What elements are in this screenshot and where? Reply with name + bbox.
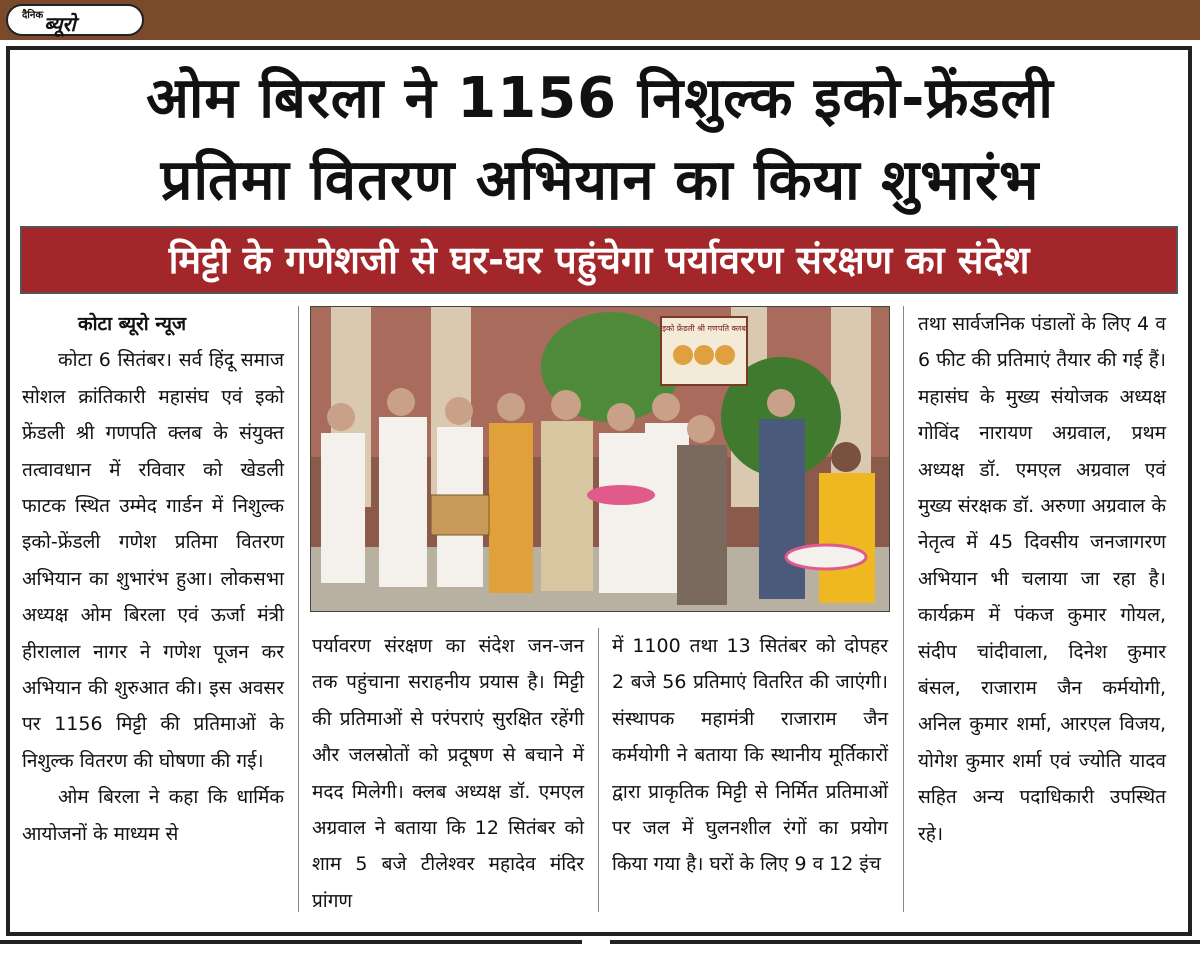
photo-illustration bbox=[311, 307, 889, 611]
column-divider bbox=[903, 306, 904, 912]
headline bbox=[14, 58, 1186, 222]
col3-paragraph: में 1100 तथा 13 सितंबर को दोपहर 2 बजे 56 प्रतिमाएं वितरित की जाएंगी। संस्थापक महामंत्री राजाराम जैन कर्मयोगी ने बताया कि स्थानीय मूर्तिकारों द्वारा प्राकृतिक मिट्टी से निर्मित प्रतिमाओं पर जल में घुलनशील रंगों का प्रयोग किया गया है। घरों के लिए 9 व 12 इंच bbox=[612, 635, 888, 876]
publication-logo[interactable] bbox=[6, 4, 144, 36]
logo-text: ब्यूरो bbox=[44, 12, 76, 36]
column-divider bbox=[298, 306, 299, 912]
col2-paragraph: पर्यावरण संरक्षण का संदेश जन-जन तक पहुंचाना सराहनीय प्रयास है। मिट्टी की प्रतिमाओं से परंपराएं सुरक्षित रहेंगी और जलस्रोतों को प्रदूषण से बचाने में मदद मिलेगी। क्लब अध्यक्ष डॉ. एमएल अग्रवाल ने बताया कि 12 सितंबर को शाम 5 बजे टीलेश्वर महादेव मंदिर प्रांगण bbox=[312, 635, 584, 912]
column-2 bbox=[312, 628, 584, 919]
column-4 bbox=[918, 306, 1166, 852]
col1-paragraph-1: कोटा 6 सितंबर। सर्व हिंदू समाज सोशल क्रांतिकारी महासंघ एवं इको फ्रेंडली श्री गणपति क्लब के संयुक्त तत्वावधान में रविवार को खेडली फाटक स्थित उम्मेद गार्डन में निशुल्क इको-फ्रेंडली गणेश प्रतिमा वितरण अभियान का शुभारंभ हुआ। लोकसभा अध्यक्ष ओम बिरला एवं ऊर्जा मंत्री हीरालाल नागर ने गणेश पूजन कर अभियान की शुरुआत की। इस अवसर पर 1156 मिट्टी की प्रतिमाओं के निशुल्क वितरण की घोषणा की गई। bbox=[22, 349, 284, 772]
col1-paragraph-2: ओम बिरला ने कहा कि धार्मिक आयोजनों के माध्यम से bbox=[22, 786, 284, 845]
subheadline: मिट्टी के गणेशजी से घर-घर पहुंचेगा पर्यावरण संरक्षण का संदेश bbox=[168, 238, 1030, 282]
logo-small-text: दैनिक bbox=[22, 10, 44, 21]
column-3 bbox=[612, 628, 888, 883]
next-article-border-right bbox=[610, 940, 1200, 954]
byline: कोटा ब्यूरो न्यूज bbox=[78, 313, 187, 335]
event-photo[interactable] bbox=[310, 306, 890, 612]
next-article-border-left bbox=[0, 940, 582, 954]
column-1 bbox=[22, 306, 284, 852]
col4-paragraph: तथा सार्वजनिक पंडालों के लिए 4 व 6 फीट की प्रतिमाएं तैयार की गई हैं। महासंघ के मुख्य संयोजक अध्यक्ष गोविंद नारायण अग्रवाल, प्रथम अध्यक्ष डॉ. एमएल अग्रवाल एवं मुख्य संरक्षक डॉ. अरुणा अग्रवाल के नेतृत्व में 45 दिवसीय जनजागरण अभियान भी चलाया जा रहा है। कार्यक्रम में पंकज कुमार गोयल, संदीप चांदीवाला, दिनेश कुमार बंसल, राजाराम जैन कर्मयोगी, अनिल कुमार शर्मा, आरएल विजय, योगेश कुमार शर्मा एवं ज्योति यादव सहित अन्य पदाधिकारी उपस्थित रहे। bbox=[918, 313, 1166, 845]
photo-banner-text: इको फ्रेंडली श्री गणपति क्लब bbox=[662, 324, 746, 333]
headline-line-1: ओम बिरला ने 1156 निशुल्क इको-फ्रेंडली bbox=[146, 66, 1054, 131]
subheadline-bar bbox=[20, 226, 1178, 294]
masthead-bar bbox=[0, 0, 1200, 40]
headline-line-2: प्रतिमा वितरण अभियान का किया शुभारंभ bbox=[160, 148, 1040, 213]
column-divider bbox=[598, 628, 599, 912]
